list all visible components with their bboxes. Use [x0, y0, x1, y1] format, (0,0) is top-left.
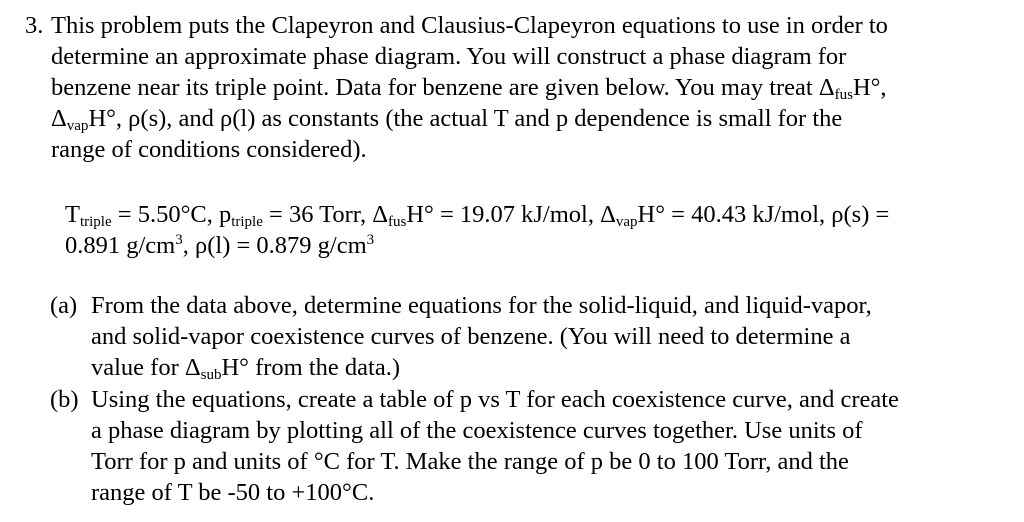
given-data-line-2: [65, 230, 889, 261]
t-symbol: T: [65, 201, 80, 228]
given-data-line-1: [65, 199, 889, 230]
part-b-body: [91, 384, 899, 508]
intro-line-4: [51, 103, 1011, 134]
t-triple-subscript: triple: [79, 214, 112, 230]
part-a-line-3-text: value for Δ: [91, 354, 201, 381]
p-triple-subscript: triple: [231, 214, 263, 230]
vap-subscript: vap: [66, 118, 89, 134]
part-a-line-3-end: H° from the data.): [221, 354, 400, 381]
part-a-body: [91, 290, 872, 383]
part-a-line-3: [91, 352, 872, 383]
part-b-line-1: Using the equations, create a table of p vs T for each coexistence curve, and create: [91, 386, 899, 413]
part-b-line-2: a phase diagram by plotting all of the coexistence curves together. Use units of: [91, 417, 863, 444]
intro-line-3: [51, 72, 1011, 103]
cubed-superscript: 3: [366, 232, 375, 248]
intro-line-4-text: H°, ρ(s), and ρ(l) as constants (the actual T and p dependence is small for the: [88, 105, 843, 132]
part-b-line-4: range of T be -50 to +100°C.: [91, 479, 375, 506]
part-a-line-2: and solid-vapor coexistence curves of benzene. (You will need to determine a: [91, 323, 851, 350]
p-triple-value: = 36 Torr, Δ: [262, 201, 388, 228]
intro-line-3-text: benzene near its triple point. Data for benzene are given below. You may treat Δ: [51, 74, 835, 101]
liquid-density-value: , ρ(l) = 0.879 g/cm: [182, 232, 367, 259]
intro-line-4-delta: Δ: [51, 105, 67, 132]
part-b-line-3: Torr for p and units of °C for T. Make the range of p be 0 to 100 Torr, and the: [91, 448, 849, 475]
t-triple-value: = 5.50°C,: [111, 201, 219, 228]
cubed-superscript: 3: [175, 232, 183, 248]
part-a-label: (a): [50, 292, 78, 319]
p-symbol: p: [218, 201, 232, 228]
intro-line-1: This problem puts the Clapeyron and Clausius-Clapeyron equations to use in order to: [51, 12, 888, 39]
intro-line-2: determine an approximate phase diagram. You will construct a phase diagram for: [51, 43, 847, 70]
problem-number: 3.: [25, 12, 44, 39]
fus-enthalpy-value: H° = 19.07 kJ/mol, Δ: [406, 201, 616, 228]
part-a-line-1: From the data above, determine equations for the solid-liquid, and liquid-vapor,: [91, 292, 872, 319]
given-data: [65, 199, 889, 261]
part-b-label: (b): [50, 386, 79, 413]
intro-line-5: range of conditions considered).: [51, 136, 367, 163]
fus-subscript: fus: [834, 87, 853, 103]
intro-line-3-end: H°,: [852, 74, 887, 101]
solid-density-value: 0.891 g/cm: [65, 232, 176, 259]
sub-subscript: sub: [200, 367, 222, 383]
fus-subscript: fus: [387, 214, 407, 230]
problem-intro: [51, 10, 1011, 165]
vap-enthalpy-value: H° = 40.43 kJ/mol, ρ(s) =: [637, 201, 890, 228]
vap-subscript: vap: [615, 214, 638, 230]
